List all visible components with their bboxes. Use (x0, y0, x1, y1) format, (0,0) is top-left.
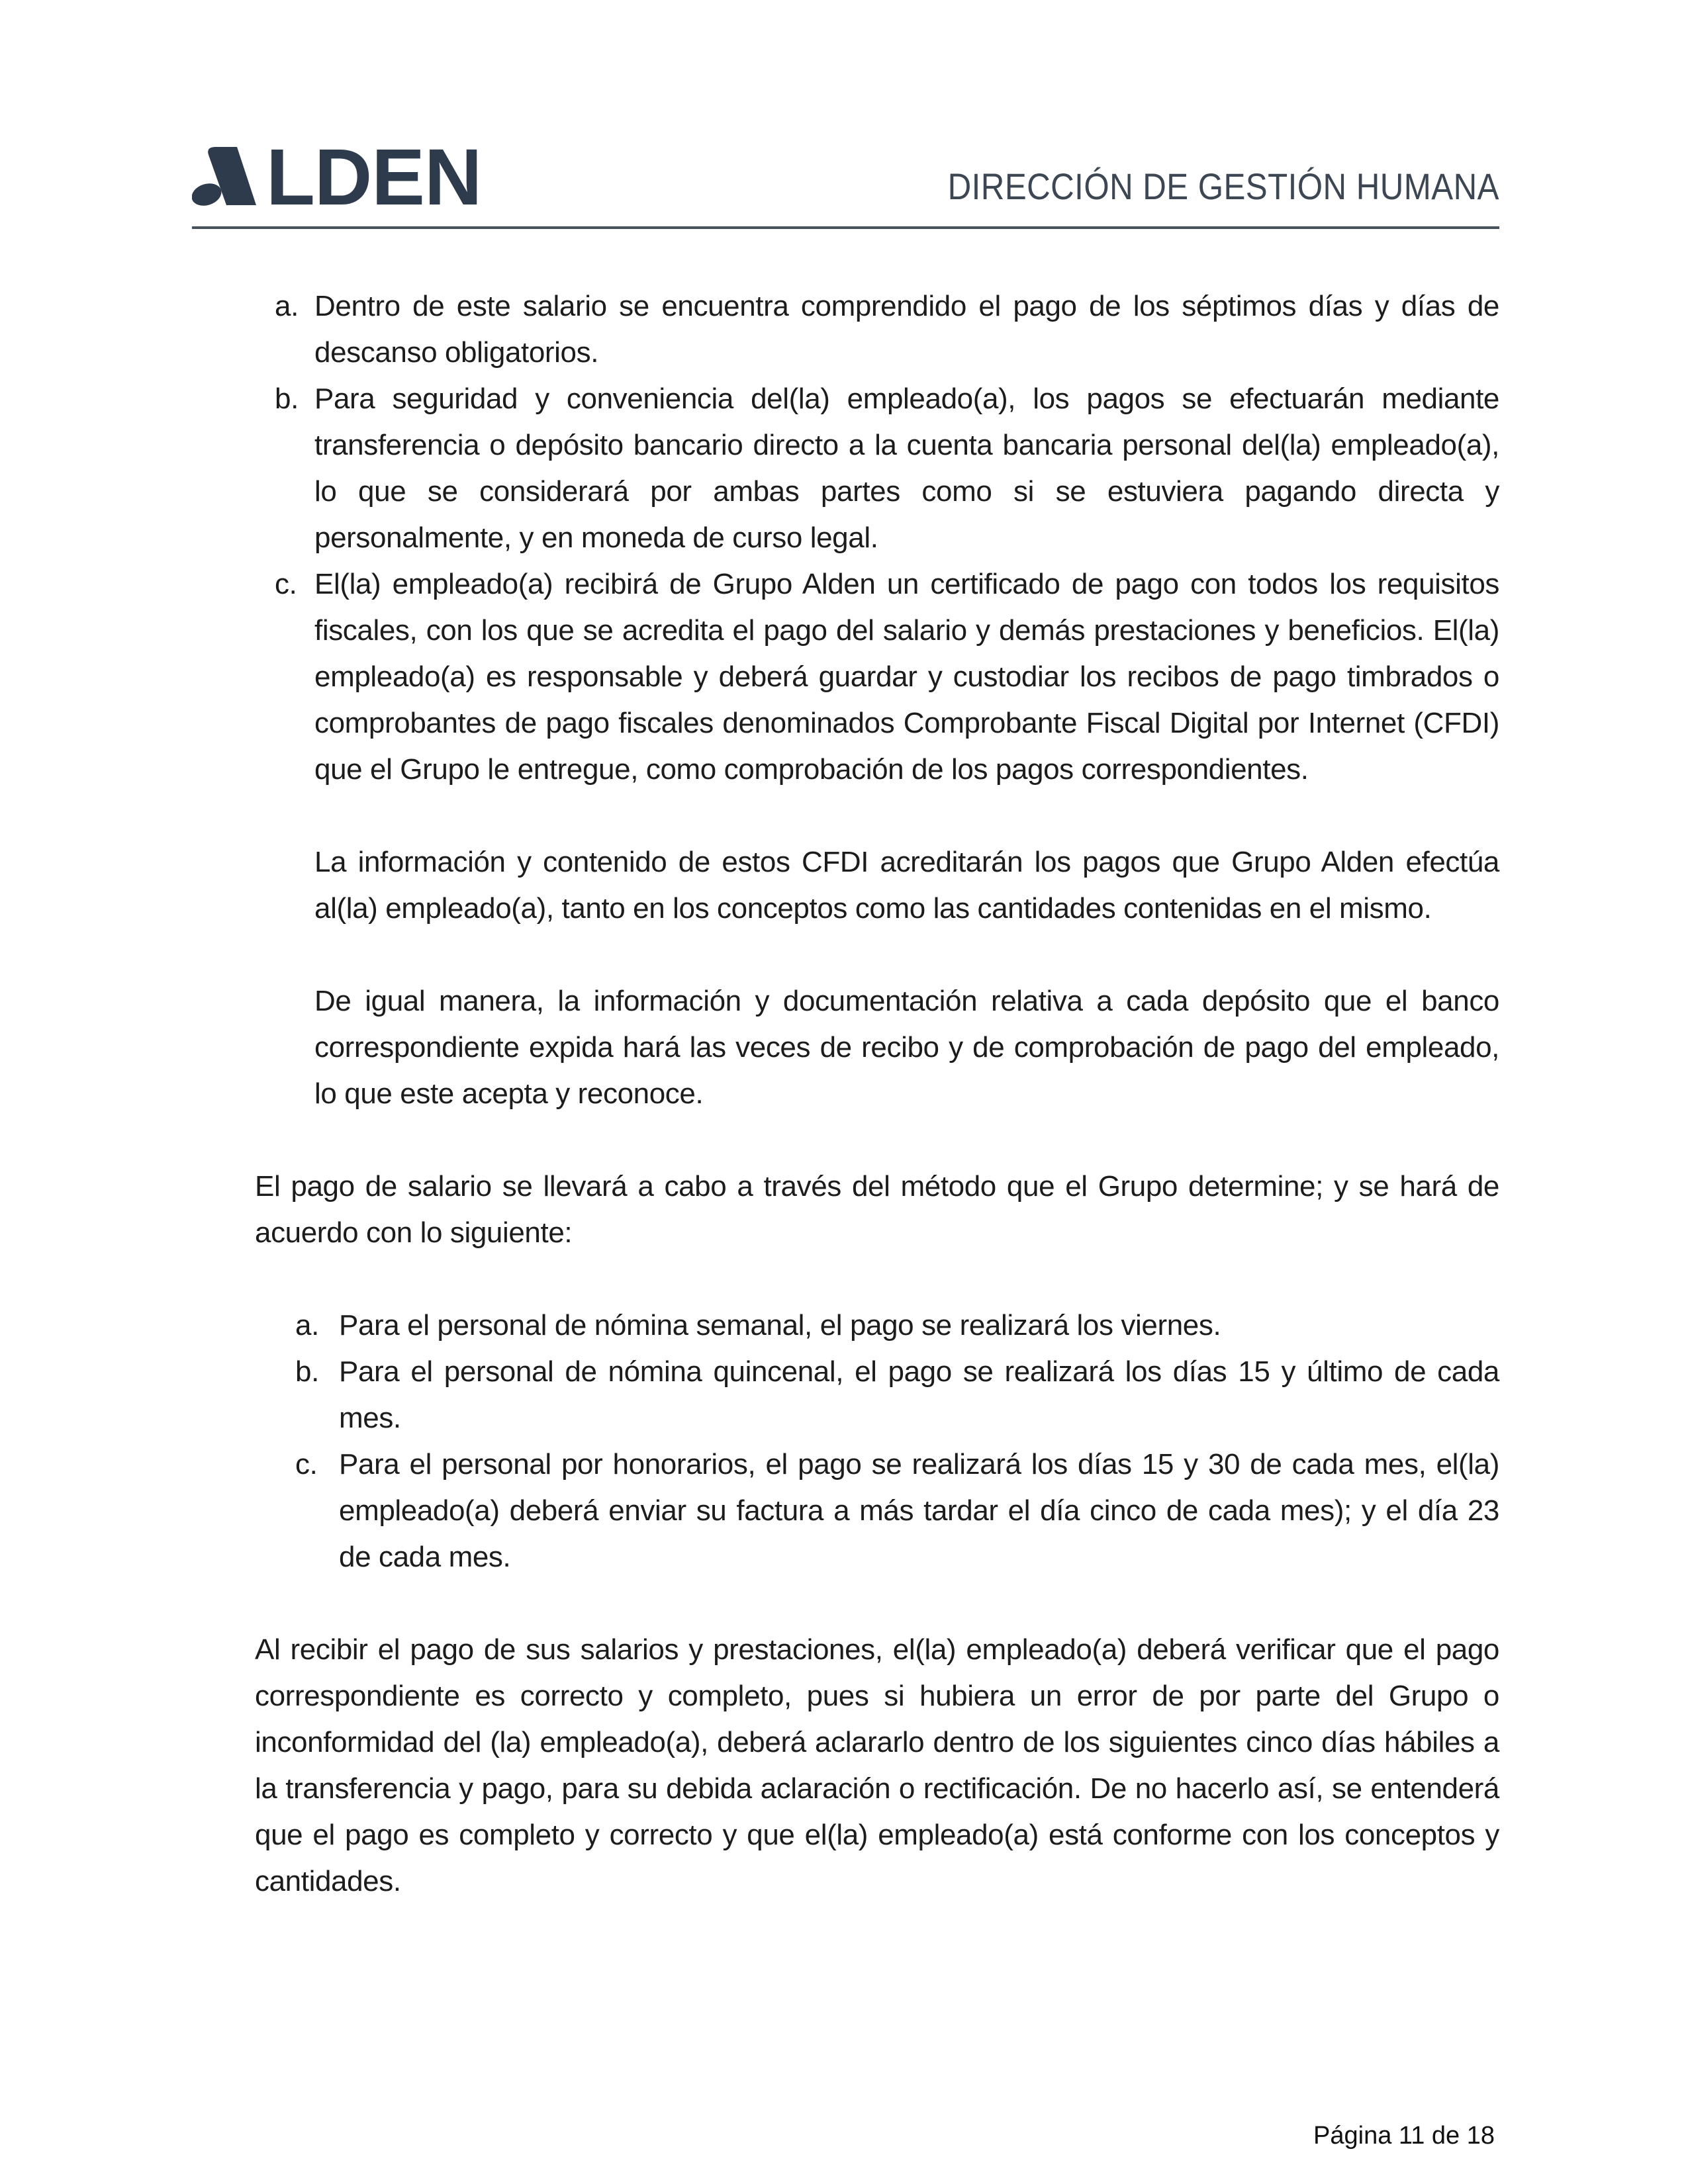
list-item-text: Para seguridad y conveniencia del(la) empleado(a), los pagos se efectuarán mediante transferencia o depósito bancario directo a la cuenta bancaria personal del(la) empleado(a), lo que se considerará por ambas partes como si se estuviera pagando directa y personalmente, y en moneda de curso legal. (314, 383, 1499, 554)
list-item (255, 1302, 1499, 1349)
list-item (255, 1441, 1499, 1580)
page-footer (1313, 2120, 1495, 2151)
logo-letters: LDEN (266, 146, 482, 209)
list-marker: b. (275, 383, 299, 415)
company-logo (192, 146, 496, 209)
list-item-text: El(la) empleado(a) recibirá de Grupo Alden un certificado de pago con todos los requisitos fiscales, con los que se acredita el pago del salario y demás prestaciones y beneficios. El(la) empleado(a) es responsable y deberá guardar y custodiar los recibos de pago timbrados o comprobantes de pago fiscales denominados Comprobante Fiscal Digital por Internet (CFDI) que el Grupo le entregue, como comprobación de los pagos correspondientes. (314, 568, 1499, 786)
list-item-text: Para el personal de nómina semanal, el pago se realizará los viernes. (339, 1309, 1221, 1342)
list-marker: a. (275, 290, 299, 322)
list-item (255, 283, 1499, 376)
payment-schedule-list (255, 1302, 1499, 1580)
list-item (255, 561, 1499, 793)
list-item-text: Para el personal por honorarios, el pago se realizará los días 15 y 30 de cada mes, el(la) empleado(a) deberá enviar su factura a más tardar el día cinco de cada mes); y el día 23 de cada mes. (339, 1448, 1499, 1573)
list-item-text: Dentro de este salario se encuentra comprendido el pago de los séptimos días y días de descanso obligatorios. (314, 290, 1499, 369)
document-body (255, 283, 1499, 1951)
salary-terms-list (255, 283, 1499, 793)
list-item (255, 1349, 1499, 1441)
page-number: Página 11 de 18 (1313, 2122, 1495, 2150)
alden-logo-icon (192, 146, 496, 209)
list-marker: b. (295, 1355, 319, 1388)
paragraph-cfdi: La información y contenido de estos CFDI acreditarán los pagos que Grupo Alden efectúa al(la) empleado(a), tanto en los conceptos como las cantidades contenidas en el mismo. (314, 846, 1499, 925)
department-title: DIRECCIÓN DE GESTIÓN HUMANA (947, 165, 1499, 207)
list-item-text: Para el personal de nómina quincenal, el pago se realizará los días 15 y último de cada mes. (339, 1355, 1499, 1434)
paragraph-verificacion: Al recibir el pago de sus salarios y prestaciones, el(la) empleado(a) deberá verificar que el pago correspondiente es correcto y completo, pues si hubiera un error de por parte del Grupo o inconformidad del (la) empleado(a), deberá aclararlo dentro de los siguientes cinco días hábiles a la transferencia y pago, para su debida aclaración o rectificación. De no hacerlo así, se entenderá que el pago es completo y correcto y que el(la) empleado(a) está conforme con los conceptos y cantidades. (255, 1633, 1499, 1897)
page-header (192, 146, 1499, 209)
paragraph-deposito: De igual manera, la información y documentación relativa a cada depósito que el banco correspondiente expida hará las veces de recibo y de comprobación de pago del empleado, lo que este acepta y reconoce. (314, 985, 1499, 1110)
paragraph-metodo: El pago de salario se llevará a cabo a través del método que el Grupo determine; y se hará de acuerdo con lo siguiente: (255, 1170, 1499, 1249)
list-marker: a. (295, 1309, 319, 1342)
header-divider (192, 226, 1499, 229)
list-marker: c. (275, 568, 297, 600)
list-marker: c. (295, 1448, 318, 1480)
list-item (255, 376, 1499, 561)
